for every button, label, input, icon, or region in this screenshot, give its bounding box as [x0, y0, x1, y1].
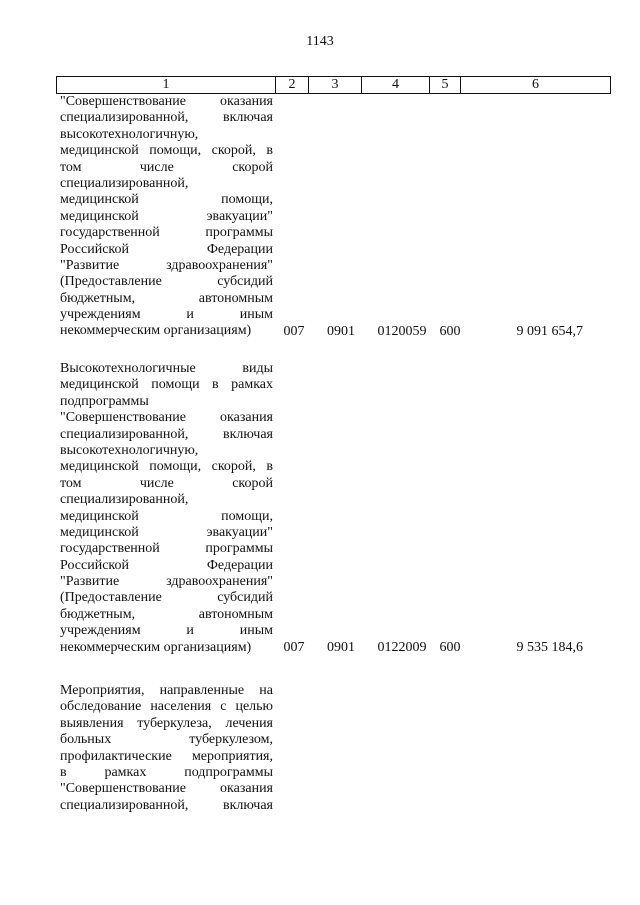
description-line: "Совершенствование оказания	[60, 94, 273, 109]
cell-c3: 0901	[327, 639, 355, 655]
column-header-5: 5	[430, 77, 461, 94]
cell-c4: 0120059	[377, 323, 427, 339]
column-header-2: 2	[276, 77, 309, 94]
description-line: специализированной,	[60, 492, 189, 508]
description-line: "Совершенствование оказания	[60, 781, 273, 797]
description-line: Высокотехнологичные виды	[60, 361, 273, 376]
description-line: "Развитие здравоохранения"	[60, 257, 273, 273]
description-line: некоммерческим организациям)	[60, 323, 252, 339]
description-line: государственной программы	[60, 541, 273, 557]
cell-c4: 0122009	[377, 639, 427, 655]
description-line: медицинской эвакуации"	[60, 208, 273, 224]
row-description	[60, 683, 273, 814]
description-line: специализированной, включая	[60, 797, 273, 813]
description-line: специализированной, включая	[60, 426, 273, 442]
row-description	[60, 361, 273, 656]
cell-c5: 600	[439, 323, 461, 339]
description-line: Российской Федерации	[60, 241, 273, 257]
description-line: медицинской помощи, скорой, в	[60, 143, 273, 159]
description-line: медицинской помощи, скорой, в	[60, 459, 273, 475]
column-header-6: 6	[461, 77, 611, 94]
description-line: "Совершенствование оказания	[60, 410, 273, 426]
cell-c2: 007	[283, 639, 305, 655]
cell-c2: 007	[283, 323, 305, 339]
description-line: медицинской помощи,	[60, 192, 273, 208]
description-line: (Предоставление субсидий	[60, 274, 273, 290]
description-line: обследование населения с целью	[60, 699, 273, 715]
description-line: подпрограммы	[60, 393, 149, 409]
description-line: медицинской помощи,	[60, 508, 273, 524]
description-line: некоммерческим организациям)	[60, 639, 252, 655]
column-header-4: 4	[362, 77, 430, 94]
description-line: том числе скорой	[60, 159, 273, 175]
table-header	[56, 76, 611, 94]
cell-c3: 0901	[327, 323, 355, 339]
description-line: высокотехнологичную,	[60, 442, 199, 458]
description-line: бюджетным, автономным	[60, 606, 273, 622]
description-line: Мероприятия, направленные на	[60, 683, 273, 698]
description-line: в рамках подпрограммы	[60, 764, 273, 780]
description-line: "Развитие здравоохранения"	[60, 574, 273, 590]
description-line: специализированной,	[60, 175, 189, 191]
description-line: учреждениям и иным	[60, 307, 273, 323]
description-line: Российской Федерации	[60, 557, 273, 573]
description-line: медицинской помощи в рамках	[60, 377, 273, 393]
cell-c6: 9 535 184,6	[516, 639, 583, 655]
description-line: выявления туберкулеза, лечения	[60, 715, 273, 731]
cell-c5: 600	[439, 639, 461, 655]
column-header-3: 3	[309, 77, 362, 94]
page-number: 1143	[306, 34, 334, 49]
description-line: медицинской эвакуации"	[60, 524, 273, 540]
description-line: государственной программы	[60, 225, 273, 241]
description-line: том числе скорой	[60, 475, 273, 491]
description-line: бюджетным, автономным	[60, 290, 273, 306]
description-line: профилактические мероприятия,	[60, 748, 273, 764]
description-line: больных туберкулезом,	[60, 732, 273, 748]
description-line: высокотехнологичную,	[60, 126, 199, 142]
column-header-1: 1	[57, 77, 276, 94]
row-description	[60, 94, 273, 340]
description-line: специализированной, включая	[60, 110, 273, 126]
description-line: (Предоставление субсидий	[60, 590, 273, 606]
cell-c6: 9 091 654,7	[516, 323, 583, 339]
description-line: учреждениям и иным	[60, 623, 273, 639]
